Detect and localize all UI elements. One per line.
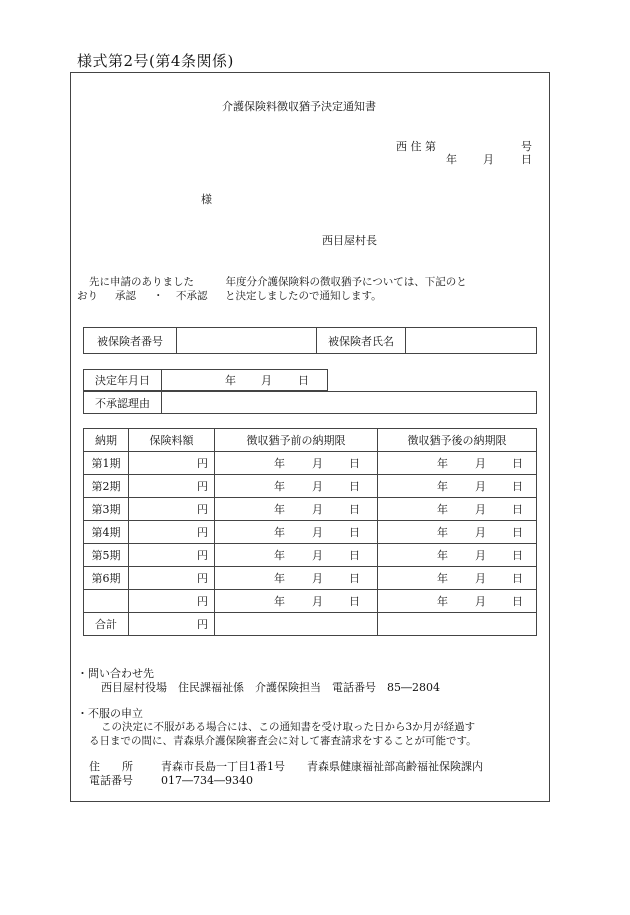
after-month: 月 [475,526,486,539]
before-deadline-cell [215,521,378,544]
header-before-deadline: 徴収猶予前の納期限 [215,429,378,452]
contact-detail: 西目屋村役場 住民課福祉係 介護保険担当 電話番号 85―2804 [101,681,440,694]
before-month: 月 [312,595,323,608]
form-label: 様式第2号(第4条関係) [77,52,234,70]
before-month: 月 [312,572,323,585]
doc-number-suffix: 号 [521,140,532,153]
after-month: 月 [475,480,486,493]
after-deadline-cell [378,521,537,544]
issue-day: 日 [521,153,532,166]
insured-name-value [406,328,537,354]
decision-date-table [83,369,328,391]
period-cell: 第4期 [84,521,129,544]
after-year: 年 [437,572,448,585]
period-cell: 第6期 [84,567,129,590]
before-month: 月 [312,480,323,493]
after-month: 月 [475,549,486,562]
before-day: 日 [349,457,360,470]
after-month: 月 [475,595,486,608]
body-line-2-end: と決定しましたので通知します。 [225,290,382,302]
after-deadline-cell [378,590,537,613]
phone-value: 017―734―9340 [161,774,253,787]
total-after-blank [378,613,537,636]
after-year: 年 [437,526,448,539]
amount-cell: 円 [129,567,215,590]
reject-reason-table [83,391,537,414]
insured-number-value [177,328,317,354]
after-deadline-cell [378,498,537,521]
before-month: 月 [312,549,323,562]
insured-number-label: 被保険者番号 [84,328,177,354]
before-year: 年 [274,549,285,562]
period-cell: 第3期 [84,498,129,521]
after-year: 年 [437,503,448,516]
table-row [84,452,537,475]
reject-option: 不承認 [176,290,208,302]
appeal-line-2: る日までの間に、青森県介護保険審査会に対して審査請求をすることが可能です。 [89,735,477,747]
issue-year: 年 [446,153,457,166]
option-separator: ・ [153,290,164,302]
before-day: 日 [349,549,360,562]
issuer-name: 西目屋村長 [322,234,377,247]
total-before-blank [215,613,378,636]
before-month: 月 [312,457,323,470]
decision-day: 日 [298,374,309,387]
issue-month: 月 [483,153,494,166]
total-label: 合計 [84,613,129,636]
after-year: 年 [437,457,448,470]
after-day: 日 [512,595,523,608]
reject-reason-value [162,392,537,414]
after-year: 年 [437,595,448,608]
before-year: 年 [274,457,285,470]
before-year: 年 [274,526,285,539]
after-day: 日 [512,503,523,516]
amount-cell: 円 [129,452,215,475]
period-cell: 第1期 [84,452,129,475]
after-deadline-cell [378,567,537,590]
schedule-table [83,428,537,636]
body-line-2-start: おり [77,290,98,302]
phone-label: 電話番号 [89,774,133,787]
before-year: 年 [274,480,285,493]
before-day: 日 [349,503,360,516]
insured-name-label: 被保険者氏名 [317,328,406,354]
amount-cell: 円 [129,498,215,521]
after-month: 月 [475,503,486,516]
addressee-suffix: 様 [201,193,212,206]
before-day: 日 [349,480,360,493]
before-year: 年 [274,595,285,608]
before-day: 日 [349,526,360,539]
decision-date-label: 決定年月日 [84,370,162,391]
after-deadline-cell [378,475,537,498]
document-title: 介護保険料徴収猶予決定通知書 [222,100,376,113]
before-month: 月 [312,503,323,516]
after-day: 日 [512,480,523,493]
reject-reason-label: 不承認理由 [84,392,162,414]
address-value: 青森市長島一丁目1番1号 青森県健康福祉部高齢福祉保険課内 [161,760,483,773]
after-deadline-cell [378,452,537,475]
before-deadline-cell [215,452,378,475]
contact-heading: ・問い合わせ先 [77,667,154,680]
doc-number-prefix: 西 住 第 [396,140,436,153]
period-cell: 第5期 [84,544,129,567]
after-month: 月 [475,572,486,585]
after-year: 年 [437,480,448,493]
table-row [84,521,537,544]
amount-cell: 円 [129,590,215,613]
approve-option: 承認 [115,290,136,302]
body-line-1: 先に申請のありました 年度分介護保険料の徴収猶予については、下記のと [89,276,467,288]
total-yen: 円 [129,613,215,636]
period-cell [84,590,129,613]
header-period: 納期 [84,429,129,452]
table-row [84,498,537,521]
after-deadline-cell [378,544,537,567]
before-deadline-cell [215,590,378,613]
after-day: 日 [512,457,523,470]
table-row [84,475,537,498]
header-after-deadline: 徴収猶予後の納期限 [378,429,537,452]
insured-table [83,327,537,354]
before-month: 月 [312,526,323,539]
after-day: 日 [512,549,523,562]
address-label: 住 所 [89,760,133,773]
header-amount: 保険料額 [129,429,215,452]
period-cell: 第2期 [84,475,129,498]
before-year: 年 [274,572,285,585]
after-day: 日 [512,526,523,539]
after-day: 日 [512,572,523,585]
table-row [84,567,537,590]
before-day: 日 [349,595,360,608]
appeal-line-1: この決定に不服がある場合には、この通知書を受け取った日から3か月が経過す [101,721,476,733]
amount-cell: 円 [129,521,215,544]
before-deadline-cell [215,498,378,521]
before-deadline-cell [215,567,378,590]
amount-cell: 円 [129,544,215,567]
decision-month: 月 [261,374,272,387]
table-row [84,590,537,613]
decision-date-value [162,370,328,391]
after-month: 月 [475,457,486,470]
after-year: 年 [437,549,448,562]
before-deadline-cell [215,544,378,567]
table-row [84,544,537,567]
before-day: 日 [349,572,360,585]
before-year: 年 [274,503,285,516]
decision-year: 年 [225,374,236,387]
before-deadline-cell [215,475,378,498]
amount-cell: 円 [129,475,215,498]
appeal-heading: ・不服の申立 [77,707,143,720]
